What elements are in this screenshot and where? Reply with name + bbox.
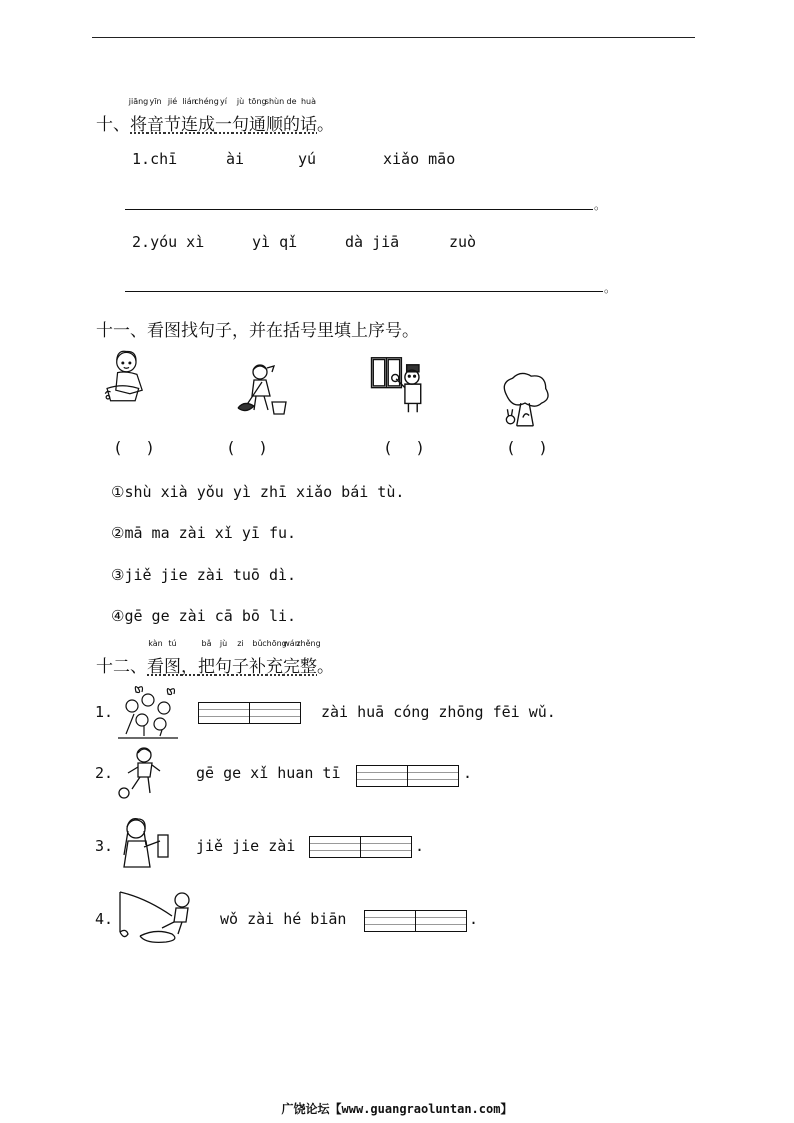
section10-pinyin-3: jié (167, 97, 178, 106)
section12-hanzi-9: 完 (283, 657, 300, 677)
section12-hanzi-2: 图 (164, 657, 181, 677)
section12-hanzi-7: 补 (249, 657, 266, 677)
sentence-2: ②mā ma zài xǐ yī fu. (111, 524, 297, 542)
section10-char-10 (283, 97, 300, 135)
section12-hanzi-10: 整 (300, 657, 317, 677)
section12-pinyin-7: bǔ (252, 639, 263, 648)
q2-period: 。 (604, 281, 617, 295)
section10-q2: 2.yóu xì (132, 233, 205, 251)
section10-pinyin-1: jiāng (128, 97, 149, 106)
section12-pinyin-4: bǎ (201, 639, 212, 648)
boy-fishing-icon (116, 888, 198, 946)
section10-char-5 (194, 97, 219, 135)
section10-pinyin-6: yí (220, 97, 227, 106)
q2-answer-line[interactable] (125, 291, 603, 292)
item-1-text: zài huā cóng zhōng fēi wǔ. (321, 703, 556, 721)
section12-char-3 (181, 652, 198, 677)
section12-hanzi-5: 句 (215, 657, 232, 677)
butterflies-flowers-icon (114, 684, 182, 740)
section12-char-9 (283, 639, 300, 677)
section10-hanzi-11: 话 (300, 115, 317, 135)
answer-paren-2[interactable]: ( ) (228, 438, 266, 457)
section12-pinyin-10: zhěng (296, 639, 321, 648)
boy-kicking-ball-icon (114, 745, 166, 799)
section10-hanzi-8: 通 (249, 115, 266, 135)
q1-word-2: ài (226, 150, 245, 168)
section12-char-6 (232, 639, 249, 677)
section12-pinyin-6: zi (237, 639, 244, 648)
section10-pinyin-2: yīn (149, 97, 162, 106)
section12-pinyin-8: chōng (262, 639, 287, 648)
section10-char-6 (215, 97, 232, 135)
sentence-3: ③jiě jie zài tuō dì. (111, 566, 297, 584)
q1-period: 。 (594, 198, 607, 212)
item-4-answer-box[interactable] (364, 910, 467, 932)
footer-source: 广饶论坛【www.guangraoluntan.com】 (281, 1102, 513, 1116)
tree-with-rabbit-icon (496, 372, 554, 430)
section10-char-1 (128, 97, 149, 135)
section12-hanzi-4: 把 (198, 657, 215, 677)
girl-drawing-icon (114, 815, 172, 873)
section12-hanzi-8: 充 (266, 657, 283, 677)
section12-char-10 (296, 639, 321, 677)
section10-q1: 1.chī (132, 150, 178, 168)
woman-washing-clothes-icon (100, 348, 158, 406)
section12-pinyin-1: kàn (148, 639, 163, 648)
section12-pinyin-5: jù (219, 639, 228, 648)
q2-word-2: yì qǐ (252, 233, 298, 251)
section12-hanzi-1: 看 (147, 657, 164, 677)
section10-hanzi-6: 一 (215, 115, 232, 135)
section10-char-2 (147, 97, 164, 135)
section10-heading: 十、 jiāng 将 yīn 音 jié 节 lián 连 chéng 成 yí 一 jù 句 tōng 通 shùn 顺 de 的 huà 话。 (96, 97, 334, 135)
section10-char-11 (300, 97, 317, 135)
girl-mopping-floor-icon (232, 362, 290, 420)
item-2-period: . (463, 764, 473, 782)
q2-word-4: zuò (449, 233, 477, 251)
answer-paren-4[interactable]: ( ) (508, 438, 546, 457)
sentence-4: ④gē ge zài cā bō li. (111, 607, 297, 625)
item-2-text: gē ge xǐ huan tī (196, 764, 341, 782)
item-2-answer-box[interactable] (356, 765, 459, 787)
answer-paren-3[interactable]: ( ) (385, 438, 423, 457)
section12-char-5 (215, 639, 232, 677)
item-4-period: . (469, 910, 479, 928)
top-rule (92, 37, 695, 38)
section12-heading: 十二、 kàn 看 tú 图 ， bǎ 把 jù 句 zi 子 bǔ 补 chōng 充 wán 完 zhěng 整。 (96, 639, 334, 677)
section10-hanzi-10: 的 (283, 115, 300, 135)
item-3-period: . (415, 837, 425, 855)
section10-char-3 (164, 97, 181, 135)
section10-hanzi-9: 顺 (266, 115, 283, 135)
boy-cleaning-window-icon (368, 356, 426, 414)
item-1-number: 1. (95, 703, 114, 721)
section10-pinyin-4: lián (182, 97, 197, 106)
section10-hanzi-2: 音 (147, 115, 164, 135)
item-4-number: 4. (95, 910, 114, 928)
section12-hanzi-6: 子 (232, 657, 249, 677)
section12-char-8 (262, 639, 287, 677)
section10-pinyin-7: jù (236, 97, 245, 106)
section10-pinyin-10: de (286, 97, 297, 106)
q1-word-3: yú (298, 150, 317, 168)
section10-hanzi-4: 连 (181, 115, 198, 135)
q2-word-3: dà jiā (345, 233, 400, 251)
section12-char-2 (164, 639, 181, 677)
item-3-text: jiě jie zài (196, 837, 296, 855)
q1-answer-line[interactable] (125, 209, 593, 210)
section10-char-4 (181, 97, 198, 135)
item-1-answer-box[interactable] (198, 702, 301, 724)
item-3-number: 3. (95, 837, 114, 855)
item-4-text: wǒ zài hé biān (220, 910, 347, 928)
section10-char-9 (264, 97, 285, 135)
section10-hanzi-3: 节 (164, 115, 181, 135)
section12-char-7 (249, 639, 266, 677)
section11-heading: 十一、看图找句子，并在括号里填上序号。 (96, 321, 419, 341)
section10-hanzi-1: 将 (130, 115, 147, 135)
section12-char-4 (198, 639, 215, 677)
section10-hanzi-5: 成 (198, 115, 215, 135)
section12-char-1 (147, 639, 164, 677)
section10-pinyin-5: chéng (194, 97, 219, 106)
item-3-answer-box[interactable] (309, 836, 412, 858)
item-2-number: 2. (95, 764, 114, 782)
section10-char-7 (232, 97, 249, 135)
section10-pinyin-8: tōng (248, 97, 267, 106)
sentence-1: ①shù xià yǒu yì zhī xiǎo bái tù. (111, 483, 405, 501)
section10-pinyin-11: huà (300, 97, 317, 106)
q1-word-4: xiǎo māo (383, 150, 456, 168)
section10-char-8 (248, 97, 267, 135)
section12-hanzi-3: ， (181, 657, 198, 677)
section12-pinyin-9: wán (283, 639, 300, 648)
section12-pinyin-2: tú (168, 639, 177, 648)
answer-paren-1[interactable]: ( ) (115, 438, 153, 457)
section10-hanzi-7: 句 (232, 115, 249, 135)
section10-pinyin-9: shùn (264, 97, 285, 106)
